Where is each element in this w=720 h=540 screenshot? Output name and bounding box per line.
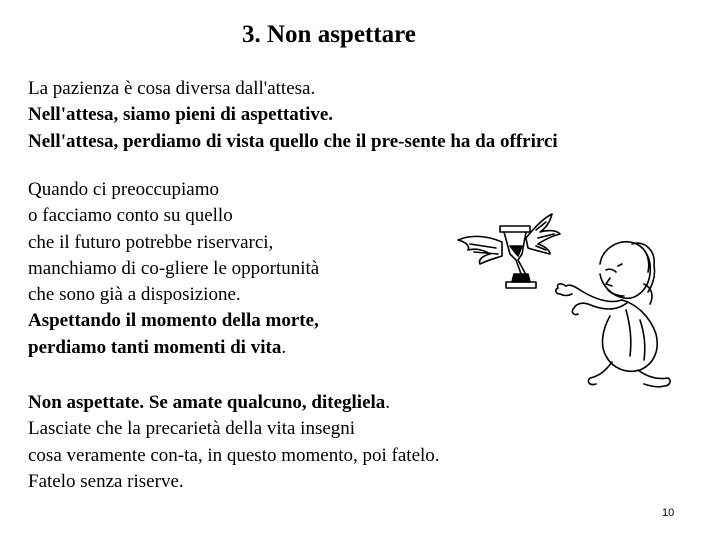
- text-line: che sono già a disposizione.: [28, 284, 241, 306]
- text-segment: .: [385, 392, 391, 413]
- text-line: La pazienza è cosa diversa dall'attesa.: [28, 78, 316, 99]
- text-line: Aspettando il momento della morte,: [28, 310, 319, 332]
- text-line: Quando ci preoccupiamo: [28, 179, 219, 200]
- paragraph-dont-wait: [28, 390, 440, 495]
- paragraph-patience: [28, 76, 558, 155]
- text-line: [28, 335, 319, 361]
- text-line: cosa veramente con-ta, in questo momento, poi fatelo.: [28, 444, 440, 466]
- old-man-icon: [556, 242, 670, 387]
- text-line: [28, 390, 440, 416]
- old-man-chasing-winged-hourglass-icon: [440, 200, 720, 400]
- text-line: Nell'attesa, siamo pieni di aspettative.: [28, 104, 334, 126]
- page-title: 3. Non aspettare: [242, 21, 416, 48]
- right-wing-icon: [526, 214, 560, 254]
- text-line: che il futuro potrebbe riservarci,: [28, 231, 274, 253]
- hourglass-icon: [500, 226, 536, 288]
- text-line: Nell'attesa, perdiamo di vista quello che il pre-sente ha da offrirci: [28, 130, 558, 152]
- paragraph-future: [28, 177, 319, 361]
- text-line: o facciamo conto su quello: [28, 205, 233, 227]
- text-bold-segment: perdiamo tanti momenti di vita: [28, 336, 282, 358]
- text-line: manchiamo di co-gliere le opportunità: [28, 257, 320, 279]
- text-segment: .: [281, 336, 287, 358]
- left-wing-icon: [458, 236, 502, 264]
- text-line: Fatelo senza riserve.: [28, 470, 184, 492]
- text-line: Lasciate che la precarietà della vita insegni: [28, 418, 356, 440]
- page-number: 10: [662, 507, 675, 519]
- text-bold-segment: Non aspettate. Se amate qualcuno, ditegliela: [28, 392, 386, 413]
